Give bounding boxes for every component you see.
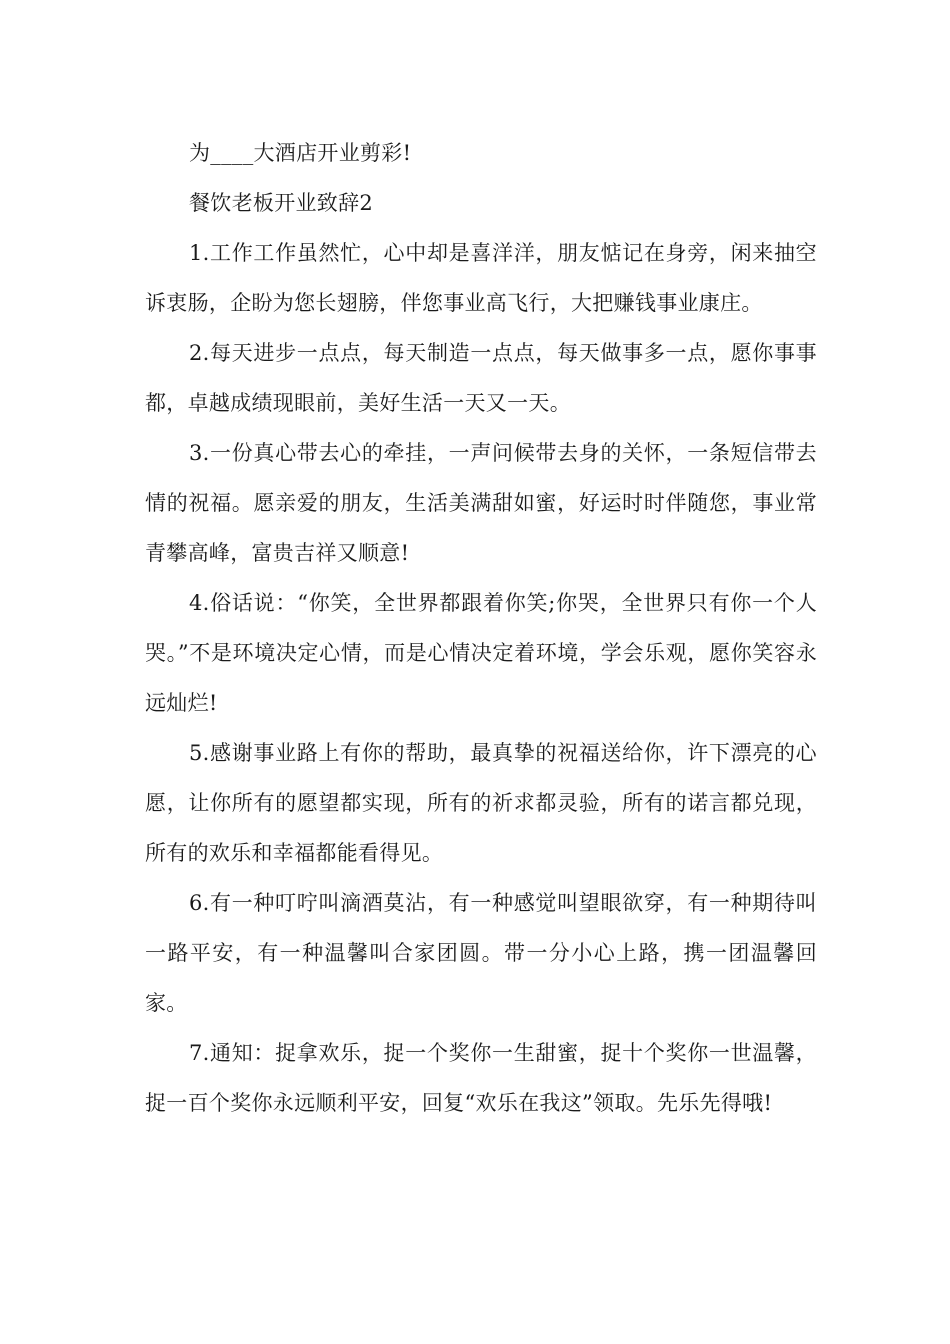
paragraph-item-3: 3.一份真心带去心的牵挂，一声问候带去身的关怀，一条短信带去情的祝福。愿亲爱的朋友，生活美满甜如蜜，好运时时伴随您，事业常青攀高峰，富贵吉祥又顺意! xyxy=(145,441,817,565)
section-title: 餐饮老板开业致辞2 xyxy=(189,191,374,215)
paragraph-item-6: 6.有一种叮咛叫滴酒莫沾，有一种感觉叫望眼欲穿，有一种期待叫一路平安，有一种温馨叫合家团圆。带一分小心上路，携一团温馨回家。 xyxy=(145,891,817,1015)
paragraph-item-5: 5.感谢事业路上有你的帮助，最真挚的祝福送给你，许下漂亮的心愿，让你所有的愿望都实现，所有的祈求都灵验，所有的诺言都兑现，所有的欢乐和幸福都能看得见。 xyxy=(145,741,817,865)
paragraph-item-7: 7.通知：捉拿欢乐，捉一个奖你一生甜蜜，捉十个奖你一世温馨，捉一百个奖你永远顺利平安，回复“欢乐在我这”领取。先乐先得哦! xyxy=(145,1041,817,1115)
paragraph-item-1: 1.工作工作虽然忙，心中却是喜洋洋，朋友惦记在身旁，闲来抽空诉衷肠，企盼为您长翅膀，伴您事业高飞行，大把赚钱事业康庄。 xyxy=(145,241,817,315)
document-page xyxy=(145,128,817,1128)
paragraph-item-4: 4.俗话说：“你笑，全世界都跟着你笑;你哭，全世界只有你一个人哭。”不是环境决定心情，而是心情决定着环境，学会乐观，愿你笑容永远灿烂! xyxy=(145,591,817,715)
opening-line: 为____大酒店开业剪彩! xyxy=(189,141,412,165)
paragraph-item-2: 2.每天进步一点点，每天制造一点点，每天做事多一点，愿你事事都，卓越成绩现眼前，美好生活一天又一天。 xyxy=(145,341,817,415)
